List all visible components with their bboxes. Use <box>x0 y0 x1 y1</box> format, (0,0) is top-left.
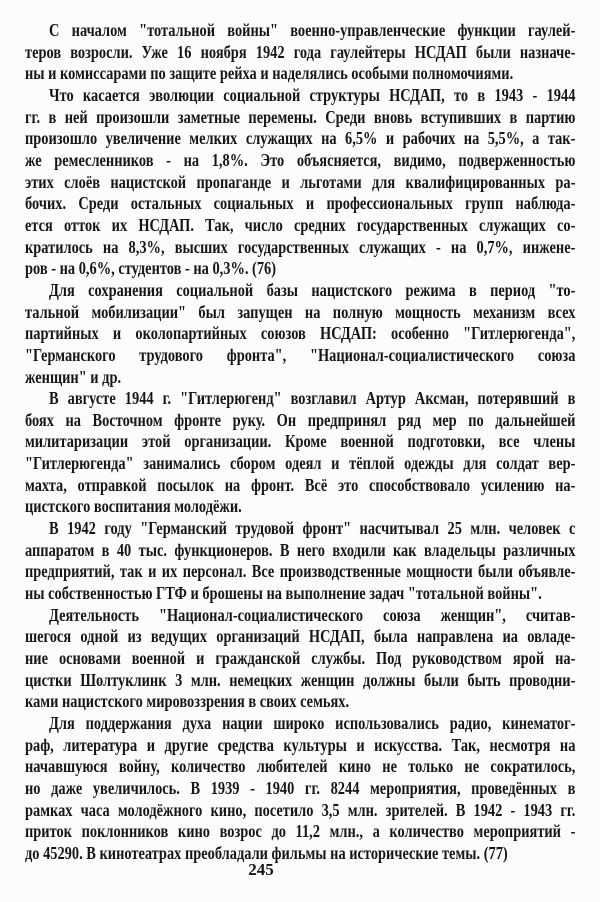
text-line: но даже увеличилось. В 1939 - 1940 гг. 8244 мероприятия, проведённых в <box>25 777 576 798</box>
text-line: В 1942 году "Германский трудовой фронт" насчитывал 25 млн. человек с <box>49 518 576 539</box>
text-line: тальной мобилизации" был запущен на полную мощность механизм всех <box>25 301 576 322</box>
paragraph <box>25 85 575 280</box>
text-line: женщин" и др. <box>25 366 122 387</box>
text-line: ров - на 0,6%, студентов - на 0,3%. (76) <box>25 258 277 279</box>
paragraph <box>25 713 575 865</box>
text-line: раф, литература и другие средства культуры и искусства. Так, несмотря на <box>25 734 576 755</box>
text-line: милитаризации этой организации. Кроме военной подготовки, все члены <box>25 431 576 452</box>
text-line: гг. в ней произошли заметные перемены. Среди вновь вступивших в партию <box>25 106 576 127</box>
text-line: цистского воспитания молодёжи. <box>25 496 242 517</box>
text-line: рамках часа молодёжного кино, посетило 3,5 млн. зрителей. В 1942 - 1943 гг. <box>25 799 576 820</box>
text-line: ны и комиссарами по защите рейха и наделялись особыми полномочиями. <box>25 63 514 84</box>
page-text <box>25 20 575 865</box>
paragraph <box>25 388 575 518</box>
text-line: шегося одной из ведущих организаций НСДАП, была направлена иа овладе- <box>25 626 576 647</box>
text-line: боях на Восточном фронте руку. Он предпринял ряд мер по дальнейшей <box>25 409 576 430</box>
text-line: В августе 1944 г. "Гитлерюгенд" возглавил Артур Аксман, потерявший в <box>49 388 576 409</box>
text-line: "Германского трудового фронта", "Национал-социалистического союза <box>25 344 576 365</box>
text-line: этих слоёв нацистской пропаганде и льготами для квалифицированных ра- <box>25 171 576 192</box>
paragraph <box>25 605 575 713</box>
text-line: произошло увеличение мелких служащих на 6,5% и рабочих на 5,5%, а так- <box>25 128 576 149</box>
text-line: махта, отправкой посылок на фронт. Всё это способствовало усилению на- <box>25 474 576 495</box>
text-line: приток поклонников кино возрос до 11,2 млн., а количество мероприятий - <box>25 821 576 842</box>
text-line: до 45290. В кинотеатрах преобладали фильмы на исторические темы. (77) <box>25 842 508 863</box>
text-line: ками нацистского мировоззрения в своих семьях. <box>25 691 350 712</box>
text-line: теров возросли. Уже 16 ноября 1942 года гаулейтеры НСДАП были назначе- <box>25 41 576 62</box>
text-line: же ремесленников - на 1,8%. Это объясняется, видимо, подверженностью <box>25 149 576 170</box>
text-line: ние основами военной и гражданской службы. Под руководством ярой на- <box>25 648 576 669</box>
text-line: аппаратом в 40 тыс. функционеров. В него входили как владельцы различных <box>25 539 576 560</box>
text-line: цистки Шолтуклинк 3 млн. немецких женщин должны были быть проводни- <box>25 669 576 690</box>
text-line: Что касается эволюции социальной структуры НСДАП, то в 1943 - 1944 <box>49 84 576 105</box>
paragraph <box>25 20 575 85</box>
text-line: С началом "тотальной войны" военно-управленческие функции гаулей- <box>49 20 576 40</box>
text-line: "Гитлерюгенда" занимались сбором одеял и тёплой одежды для солдат вер- <box>25 453 576 474</box>
text-line: Для сохранения социальной базы нацистского режима в период "то- <box>49 279 576 300</box>
text-line: бочих. Среди остальных социальных и профессиональных групп наблюда- <box>25 193 576 214</box>
text-line: кратилось на 8,3%, высших государственных служащих - на 0,7%, инжене- <box>25 236 576 257</box>
text-line: партийных и околопартийных союзов НСДАП: особенно "Гитлерюгенда", <box>25 323 576 344</box>
paragraph <box>25 280 575 388</box>
text-line: Деятельность "Национал-социалистического союза женщин", считав- <box>49 604 576 625</box>
text-line: ется отток их НСДАП. Так, число средних государственных служащих со- <box>25 214 576 235</box>
text-line: предприятий, так и их персонал. Все производственные мощности были объявле- <box>25 561 576 582</box>
paragraph <box>25 518 575 605</box>
text-line: начавшуюся войну, количество любителей кино не только не сократилось, <box>25 756 576 777</box>
text-line: Для поддержания духа нации широко использовались радио, кинематог- <box>49 713 576 733</box>
text-line: ны собственностью ГТФ и брошены на выполнение задач "тотальной войны". <box>25 583 542 604</box>
page-number: 245 <box>248 860 274 879</box>
